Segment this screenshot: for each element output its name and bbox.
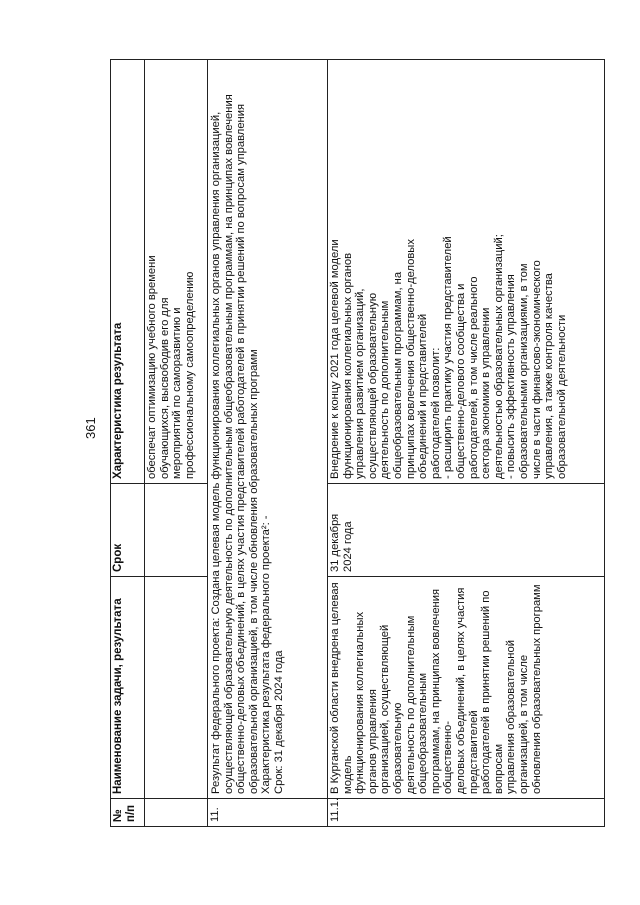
header-number: № п/п <box>111 799 145 827</box>
table-row-continuation <box>145 60 208 827</box>
cell-term: 31 декабря 2024 года <box>328 484 605 577</box>
cell-number-11: 11. <box>208 799 328 827</box>
header-term: Срок <box>111 484 145 577</box>
table-header-row <box>111 60 145 827</box>
table-row-11-1 <box>328 60 605 827</box>
cell-number-11-1: 11.1. <box>328 799 605 827</box>
cell-empty <box>145 577 208 799</box>
cell-empty <box>145 484 208 577</box>
cell-characteristic: Внедрение к концу 2021 года целевой модели функционирования коллегиальных органов управления развитием организаций, осуществляющей образовательную деятельность по дополнительным общеобразовательным программам, на принципах вовлечения общественно-деловых объединений и представителей работодателей позволит: - расширить практику участия представителей общественно-делового сообщества и работодателей, в том числе реального сектора экономики в управлении деятельностью образовательных организаций; - повысить эффективность управления образовательными организациями, в том числе в части финансово-экономического управления, а также контроля качества образовательной деятельности <box>328 60 605 484</box>
cell-empty <box>145 799 208 827</box>
results-table <box>110 59 605 827</box>
header-name: Наименование задачи, результата <box>111 577 145 799</box>
cell-federal-result: Результат федерального проекта: Создана целевая модель функционирования коллегиальных органов управления организацией, осуществляющей образовательную деятельность по дополнительным общеобразовательным программам, на принципах вовлечения общественно-деловых объединений, в целях участия представителей работодателей в принятии решений по вопросам управления образовательной организацией, в том числе обновления образовательных программ Характеристика результата федерального проекта²: - Срок: 31 декабря 2024 года <box>208 60 328 799</box>
page-number: 361 <box>83 417 98 439</box>
header-characteristic: Характеристика результата <box>111 60 145 484</box>
table-row-11 <box>208 60 328 827</box>
cell-task-name: В Курганской области внедрена целевая модель функционирования коллегиальных органов управления организацией, осуществляющей образовательную деятельность по дополнительным общеобразовательным программам, на принципах вовлечения общественно- деловых объединений, в целях участия представителей работодателей в принятии решений по вопросам управления образовательной организацией, в том числе обновления образовательных программ <box>328 577 605 799</box>
cell-continuation-characteristic: обеспечат оптимизацию учебного времени обучающихся, высвободив его для мероприятий по саморазвитию и профессиональному самоопределению <box>145 60 208 484</box>
